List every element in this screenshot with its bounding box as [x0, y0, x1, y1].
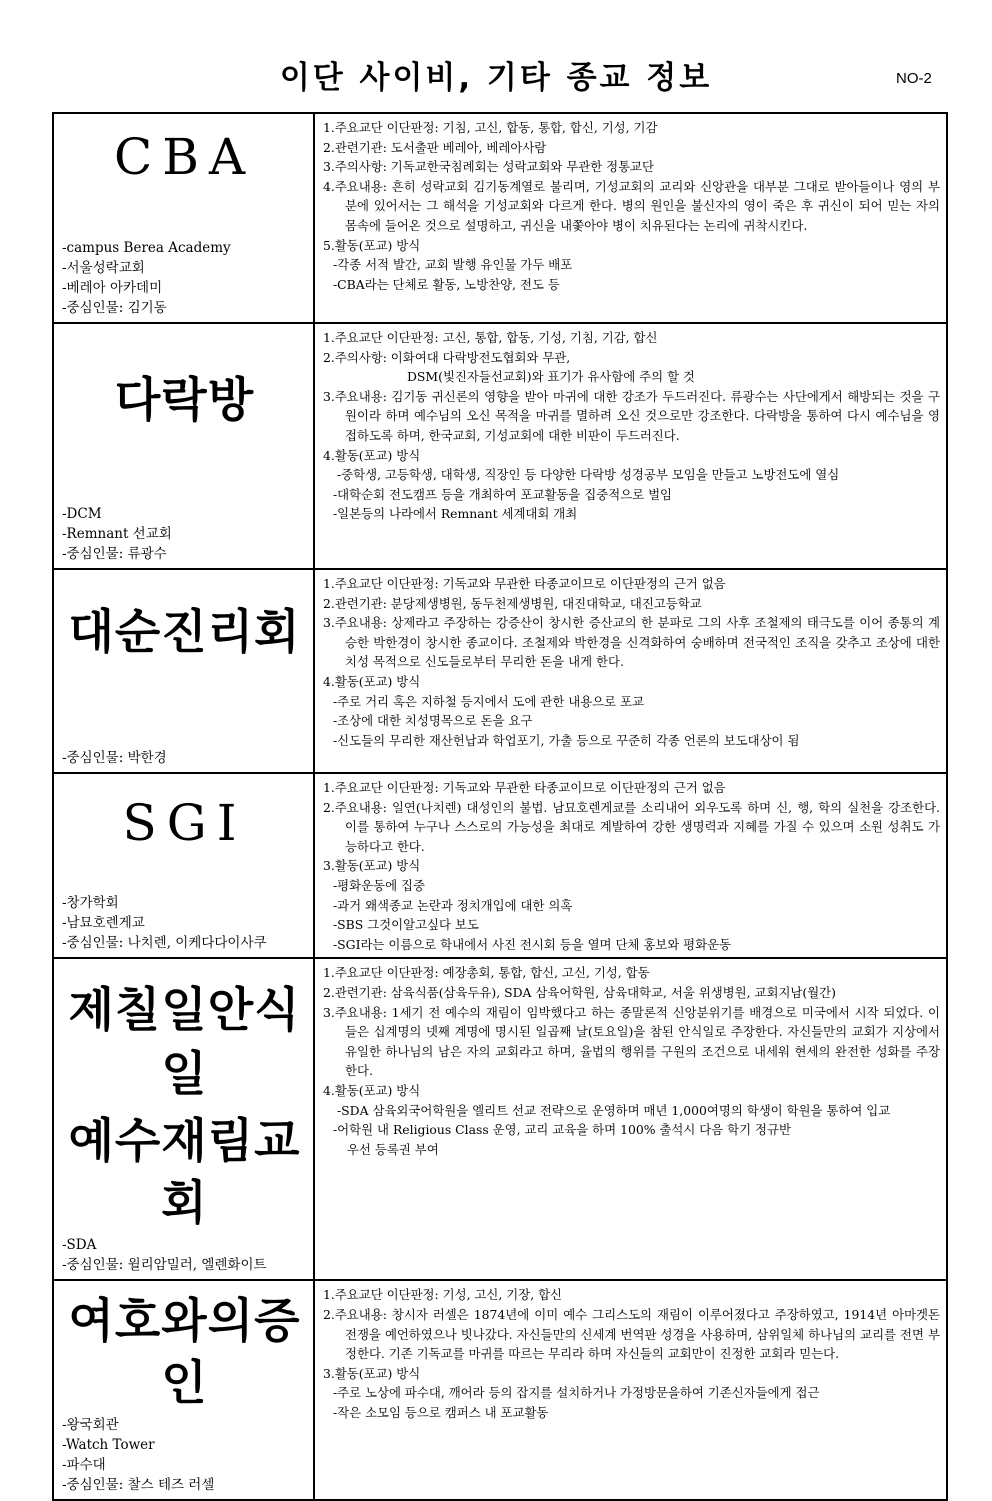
- detail-line: -중학생, 고등학생, 대학생, 직장인 등 다양한 다락방 성경공부 모임을 만들고 노방전도에 열심: [337, 467, 840, 483]
- detail-line: -SBS 그것이알고싶다 보도: [333, 917, 479, 933]
- detail-line: 4.활동(포교) 방식: [323, 673, 421, 689]
- detail-line: -주로 거리 혹은 지하철 등지에서 도에 관한 내용으로 포교: [333, 693, 644, 709]
- group-name-line: 예수재림교회: [68, 1114, 301, 1232]
- detail-line: 4.주요내용: 흔히 성락교회 김기동계열로 불리며, 기성교회의 교리와 신앙관을 대부분 그대로 받아들이나 영의 부분에 있어서는 그 해석을 기성교회와 다르게 한다. 병의 원인을 불신자의 영이 죽은 후 귀신이 되어 믿는 자의 몸속에 들어온 것으로 설명하고, 귀신을 내쫓아야 병이 치유된다는 논리에 귀착시킨다.: [323, 178, 940, 233]
- detail-line: 1.주요교단 이단판정: 고신, 통합, 합동, 기성, 기침, 기감, 합신: [323, 330, 658, 345]
- detail-line: -일본등의 나라에서 Remnant 세계대회 개최: [333, 506, 578, 522]
- group-name-cell: [53, 1280, 314, 1500]
- detail-line: -SGI라는 이름으로 학내에서 사진 전시회 등을 열며 단체 홍보와 평화운동: [333, 936, 732, 952]
- detail-line: -주로 노상에 파수대, 깨어라 등의 잡지를 설치하거나 가정방문을하여 기존신자들에게 접근: [333, 1385, 820, 1401]
- table-row: [53, 569, 947, 773]
- religion-info-table: [52, 112, 948, 1501]
- detail-line: 3.주요내용: 상제라고 주장하는 강증산이 창시한 증산교의 한 분파로 그의 사후 조철제의 태극도를 이어 종통의 계승한 박한경이 창시한 종교이다. 조철제와 박한경을 신격화하여 숭배하며 전국적인 조직을 갖추고 조상에 대한 치성 목적으로 신도들로부터 무리한 돈을 내게 한다.: [323, 615, 940, 670]
- alias-item: -중심인물: 윌리암밀러, 엘렌화이트: [62, 1257, 267, 1274]
- group-detail-cell: [314, 1280, 947, 1500]
- detail-line: -각종 서적 발간, 교회 발행 유인물 가두 배포: [333, 257, 573, 273]
- alias-item: -왕국회관: [62, 1417, 119, 1434]
- alias-list: [62, 504, 307, 564]
- group-detail-cell: [314, 323, 947, 569]
- group-detail-cell: [314, 113, 947, 323]
- detail-line: 3.활동(포교) 방식: [323, 1365, 421, 1381]
- table-row: [53, 113, 947, 323]
- page-title: 이단 사이비, 기타 종교 정보: [279, 60, 713, 96]
- detail-line: -작은 소모임 등으로 캠퍼스 내 포교활동: [333, 1404, 549, 1420]
- detail-line: -SDA 삼육외국어학원을 엘리트 선교 전략으로 운영하며 매년 1,000여명의 학생이 학원을 통하여 입교: [337, 1102, 891, 1118]
- group-detail-cell: [314, 569, 947, 773]
- detail-line: -신도들의 무리한 재산헌납과 학업포기, 가출 등으로 꾸준히 각종 언론의 보도대상이 됨: [333, 732, 800, 748]
- group-name: 대순진리회: [68, 605, 301, 660]
- alias-item: -창가학회: [62, 895, 119, 912]
- detail-line: DSM(빛진자들선교회)와 표기가 유사함에 주의 할 것: [407, 369, 695, 385]
- alias-item: -DCM: [62, 506, 102, 522]
- detail-line: -조상에 대한 치성명목으로 돈을 요구: [333, 713, 533, 729]
- group-detail-cell: [314, 958, 947, 1280]
- alias-item: -Watch Tower: [62, 1437, 155, 1454]
- detail-line: 우선 등록권 부여: [347, 1141, 439, 1157]
- group-name-cell: [53, 113, 314, 323]
- detail-line: -어학원 내 Religious Class 운영, 교리 교육을 하며 100% 출석시 다음 학기 정규반: [333, 1122, 791, 1138]
- detail-line: 1.주요교단 이단판정: 기독교와 무관한 타종교이므로 이단판정의 근거 없음: [323, 576, 726, 591]
- alias-item: -파수대: [62, 1457, 106, 1474]
- table-row: [53, 1280, 947, 1500]
- group-name-cell: [53, 958, 314, 1280]
- group-name-line: 제칠일안식일: [68, 983, 301, 1103]
- alias-item: -campus Berea Academy: [62, 240, 231, 256]
- group-name-cell: [53, 773, 314, 958]
- detail-line: 2.주의사항: 이화여대 다락방전도협회와 무관,: [323, 349, 571, 365]
- group-name-cell: [53, 569, 314, 773]
- page-number: NO-2: [896, 70, 932, 87]
- detail-line: 1.주요교단 이단판정: 기독교와 무관한 타종교이므로 이단판정의 근거 없음: [323, 780, 726, 795]
- detail-line: 2.주요내용: 창시자 러셀은 1874년에 이미 예수 그리스도의 재림이 이루어졌다고 주장하였고, 1914년 아마겟돈 전쟁을 예언하였으나 빗나갔다. 자신들만의 신세계 번역판 성경을 사용하며, 삼위일체 하나님의 교리를 전면 부정한다. 기존 기독교를 마귀를 따르는 무리라 하며 자신들의 교회만이 진정한 교회라 믿는다.: [323, 1306, 940, 1362]
- detail-line: 3.주요내용: 1세기 전 예수의 재림이 임박했다고 하는 종말론적 신앙분위기를 배경으로 미국에서 시작 되었다. 이들은 십계명의 넷째 계명에 명시된 일곱째 날(토요일)을 참된 안식일로 주장한다. 자신들만의 교회가 지상에서 유일한 하나님의 남은 자의 교회라고 하며, 율법의 행위를 구원의 조건으로 내세워 현세의 완전한 성화를 주장한다.: [323, 1004, 940, 1079]
- table-row: [53, 958, 947, 1280]
- group-name: 다락방: [114, 373, 255, 428]
- detail-line: 2.관련기관: 삼육식품(삼육두유), SDA 삼육어학원, 삼육대학교, 서울 위생병원, 교회지남(월간): [323, 984, 836, 1000]
- detail-line: 4.활동(포교) 방식: [323, 1082, 421, 1098]
- alias-list: [62, 748, 307, 768]
- table-row: [53, 773, 947, 958]
- detail-line: -CBA라는 단체로 활동, 노방찬양, 전도 등: [333, 276, 560, 292]
- detail-line: 3.활동(포교) 방식: [323, 858, 421, 874]
- alias-item: -서울성락교회: [62, 260, 145, 276]
- detail-line: 2.관련기관: 도서출판 베레아, 베레아사람: [323, 139, 547, 155]
- detail-line: 5.활동(포교) 방식: [323, 237, 421, 253]
- detail-line: 3.주요내용: 김기동 귀신론의 영향을 받아 마귀에 대한 강조가 두드러진다. 류광수는 사단에게서 해방되는 것을 구원이라 하며 예수님의 오신 목적을 마귀를 멸하려 오신 것으로만 강조한다. 다락방을 통하여 다시 예수님을 영접하도록 하며, 한국교회, 기성교회에 대한 비판이 두드러진다.: [323, 388, 940, 443]
- detail-line: -대학순회 전도캠프 등을 개최하여 포교활동을 집중적으로 벌임: [333, 486, 673, 502]
- alias-item: -중심인물: 찰스 테즈 러셀: [62, 1477, 215, 1494]
- alias-list: [62, 893, 307, 953]
- alias-item: -중심인물: 박한경: [62, 750, 167, 766]
- alias-item: -베레아 아카데미: [62, 280, 163, 296]
- detail-line: 1.주요교단 이단판정: 기침, 고신, 합동, 통합, 합신, 기성, 기감: [323, 120, 658, 135]
- detail-line: 1.주요교단 이단판정: 기성, 고신, 기장, 합신: [323, 1287, 563, 1303]
- group-detail-cell: [314, 773, 947, 958]
- alias-list: [62, 1415, 307, 1495]
- detail-line: -평화운동에 집중: [333, 877, 425, 893]
- detail-line: 2.관련기관: 분당제생병원, 동두천제생병원, 대진대학교, 대진고등학교: [323, 595, 702, 611]
- detail-line: 1.주요교단 이단판정: 예장총회, 통합, 합신, 고신, 기성, 합동: [323, 965, 650, 981]
- alias-item: -중심인물: 나치렌, 이케다다이사쿠: [62, 935, 267, 952]
- alias-list: [62, 238, 307, 318]
- alias-item: -남묘호렌게교: [62, 915, 145, 932]
- alias-item: -중심인물: 김기동: [62, 300, 167, 316]
- group-name: SGI: [122, 794, 247, 852]
- detail-line: 3.주의사항: 기독교한국침례회는 성락교회와 무관한 정통교단: [323, 159, 654, 175]
- detail-line: 4.활동(포교) 방식: [323, 447, 421, 463]
- alias-item: -Remnant 선교회: [62, 526, 172, 542]
- detail-line: 2.주요내용: 일연(나치렌) 대성인의 불법. 남묘호렌게쿄를 소리내어 외우도록 하며 신, 행, 학의 실천을 강조한다. 이를 통하여 누구나 스스로의 가능성을 최대로 계발하여 강한 생명력과 지혜를 가질 수 있으며 소원 성취도 가능하다고 한다.: [323, 799, 940, 854]
- group-name: [62, 963, 307, 1235]
- alias-item: -중심인물: 류광수: [62, 546, 167, 562]
- group-name-cell: [53, 323, 314, 569]
- alias-list: [62, 1235, 307, 1275]
- table-row: [53, 323, 947, 569]
- detail-line: -과거 왜색종교 논란과 정치개입에 대한 의혹: [333, 897, 573, 913]
- group-name: CBA: [113, 128, 256, 186]
- group-name: 여호와의증인: [68, 1294, 301, 1412]
- alias-item: -SDA: [62, 1237, 97, 1254]
